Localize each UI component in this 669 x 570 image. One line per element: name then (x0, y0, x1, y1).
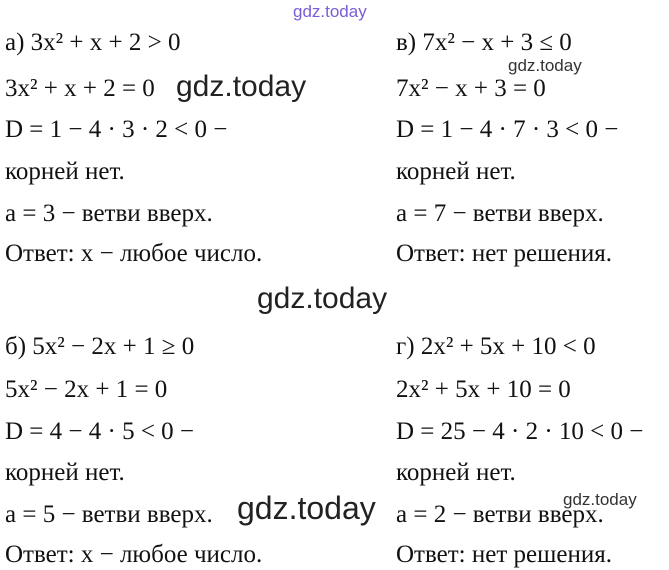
problem-v-answer: Ответ: нет решения. (396, 240, 612, 267)
problem-g-line-3: корней нет. (396, 459, 516, 486)
problem-b-line-2: D = 4 − 4 · 5 < 0 − (5, 418, 195, 445)
problem-g-line-1: 2x² + 5x + 10 = 0 (396, 376, 571, 403)
problem-a-header: а) 3x² + x + 2 > 0 (5, 29, 181, 56)
problem-g-line-2: D = 25 − 4 · 2 · 10 < 0 − (396, 418, 644, 445)
problem-g-answer: Ответ: нет решения. (396, 541, 612, 568)
problem-b-line-1: 5x² − 2x + 1 = 0 (5, 376, 168, 403)
watermark-inline-a: gdz.today (176, 70, 307, 103)
problem-a-line-4: a = 3 − ветви вверх. (5, 200, 213, 227)
problem-v-line-4: a = 7 − ветви вверх. (396, 200, 604, 227)
problem-a-line-1: 3x² + x + 2 = 0 (5, 75, 155, 102)
problem-v-header: в) 7x² − x + 3 ≤ 0 (396, 29, 572, 56)
problem-a-answer: Ответ: x − любое число. (5, 240, 263, 267)
problem-g-header: г) 2x² + 5x + 10 < 0 (396, 333, 596, 360)
problem-a-line-2: D = 1 − 4 · 3 · 2 < 0 − (5, 116, 228, 143)
problem-b-line-4: a = 5 − ветви вверх. (5, 501, 213, 528)
watermark-bottom-right: gdz.today (563, 490, 637, 509)
watermark-top: gdz.today (293, 2, 367, 21)
problem-a-line-3: корней нет. (5, 158, 125, 185)
watermark-bottom-center: gdz.today (237, 490, 376, 526)
problem-v-line-1: 7x² − x + 3 = 0 (396, 75, 546, 102)
watermark-small-v: gdz.today (508, 56, 582, 75)
problem-b-answer: Ответ: x − любое число. (5, 541, 263, 568)
problem-v-line-3: корней нет. (396, 158, 516, 185)
problem-b-line-3: корней нет. (5, 459, 125, 486)
problem-v-line-2: D = 1 − 4 · 7 · 3 < 0 − (396, 116, 619, 143)
problem-b-header: б) 5x² − 2x + 1 ≥ 0 (5, 333, 195, 360)
problem-g-line-4: a = 2 − ветви вверх. (396, 501, 604, 528)
watermark-center: gdz.today (257, 282, 388, 315)
